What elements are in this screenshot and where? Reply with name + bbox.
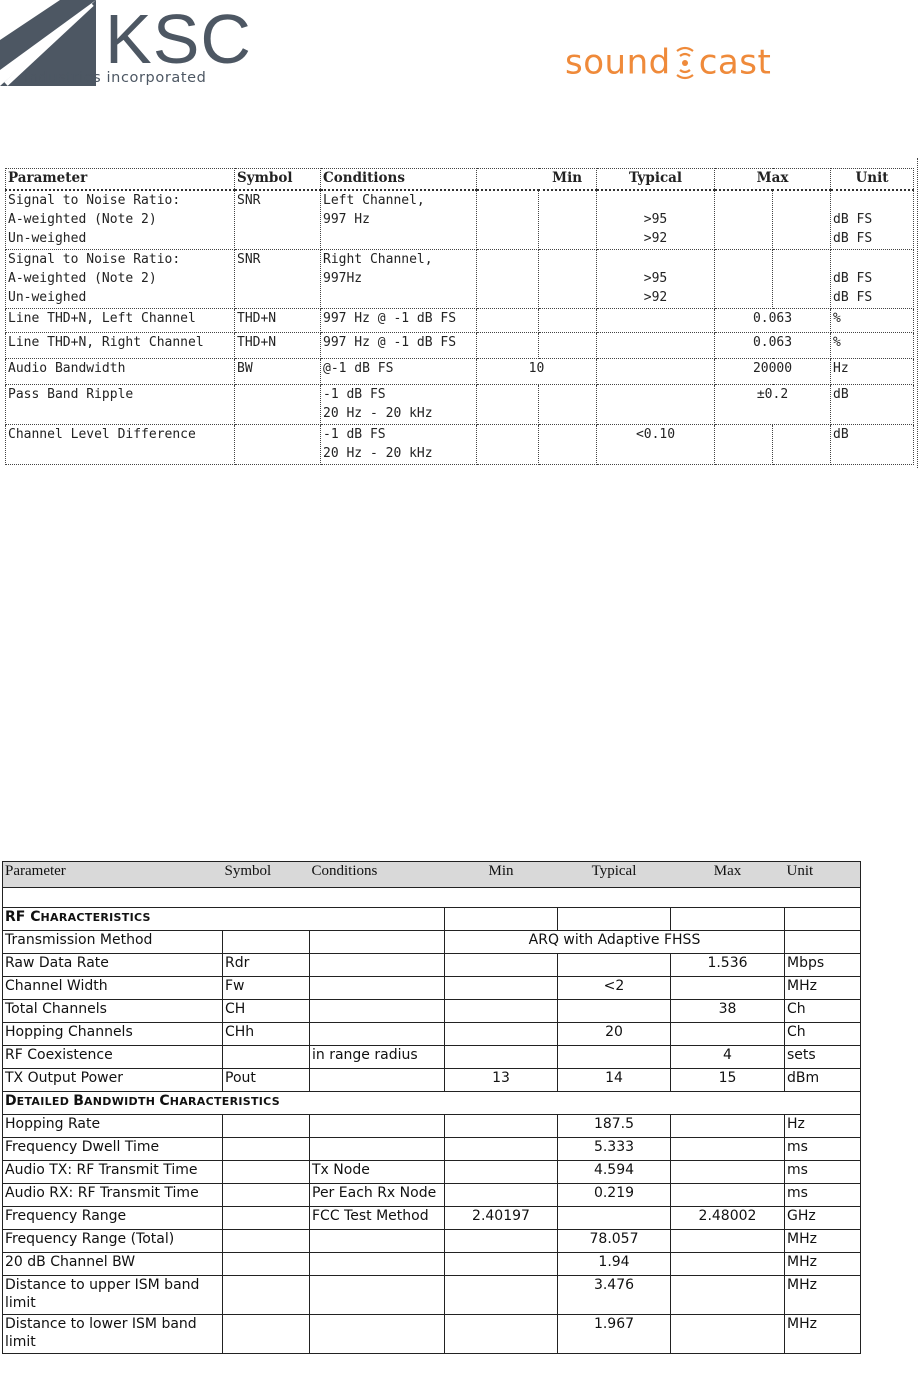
t2-max: [671, 1161, 785, 1184]
table2-header-row: [3, 862, 861, 888]
ksc-logo-subtitle: industries incorporated: [24, 70, 207, 86]
t2-unit: GHz: [785, 1207, 861, 1230]
t1-unit: %: [831, 332, 914, 358]
table-row: [3, 931, 861, 954]
t1-cond: -1 dB FS 20 Hz - 20 kHz: [321, 424, 477, 464]
t2-typ: 1.94: [558, 1253, 671, 1276]
t2-symbol: [223, 1046, 310, 1069]
t1-empty: [539, 249, 597, 308]
t2-symbol: CHh: [223, 1023, 310, 1046]
t2-max: [671, 1138, 785, 1161]
table-row: [3, 1184, 861, 1207]
t2-param: Total Channels: [3, 1000, 223, 1023]
t1-empty: [715, 190, 773, 249]
wireless-signal-icon: [672, 45, 698, 81]
t2-header-max: Max: [671, 862, 785, 888]
t2-unit: [785, 931, 861, 954]
t2-param: Hopping Channels: [3, 1023, 223, 1046]
t1-max: 0.063: [715, 308, 831, 332]
t1-empty: [539, 308, 597, 332]
t2-max: 15: [671, 1069, 785, 1092]
t2-typ: 14: [558, 1069, 671, 1092]
t2-max: [671, 1023, 785, 1046]
soundcast-logo: [565, 44, 865, 84]
t1-empty: [539, 190, 597, 249]
t2-unit: ms: [785, 1161, 861, 1184]
t1-empty: [715, 424, 773, 464]
t2-min: [445, 1000, 558, 1023]
table-row: [3, 1161, 861, 1184]
t2-param: Distance to lower ISM band limit: [3, 1315, 223, 1354]
t2-param: Channel Width: [3, 977, 223, 1000]
t2-typ: 78.057: [558, 1230, 671, 1253]
t2-max: [671, 1276, 785, 1315]
t2-header-unit: Unit: [785, 862, 861, 888]
t2-typ: 5.333: [558, 1138, 671, 1161]
table-row: [3, 1138, 861, 1161]
table-row: [3, 954, 861, 977]
table-row: [3, 1000, 861, 1023]
t2-symbol: [223, 1138, 310, 1161]
t1-max: 0.063: [715, 332, 831, 358]
t2-empty: [558, 908, 671, 931]
t2-min: 2.40197: [445, 1207, 558, 1230]
t1-cond: Left Channel, 997 Hz: [321, 190, 477, 249]
t2-symbol: [223, 1115, 310, 1138]
t1-max: [773, 424, 831, 464]
t1-header-typical: Typical: [597, 169, 715, 191]
t1-typ: >95 >92: [597, 249, 715, 308]
table-row: [3, 1276, 861, 1315]
t1-min: 10: [477, 358, 597, 384]
t1-symbol: [235, 384, 321, 424]
t2-max: 4: [671, 1046, 785, 1069]
t2-symbol: [223, 931, 310, 954]
t2-max: 1.536: [671, 954, 785, 977]
t2-param: RF Coexistence: [3, 1046, 223, 1069]
t1-unit: dB FS dB FS: [831, 249, 914, 308]
t2-spacer: [3, 888, 861, 908]
t2-cond: in range radius: [310, 1046, 445, 1069]
t2-cond: [310, 1115, 445, 1138]
t2-min: [445, 1253, 558, 1276]
table-row: [3, 1253, 861, 1276]
t1-param: Pass Band Ripple: [6, 384, 235, 424]
t2-max: 38: [671, 1000, 785, 1023]
table-row: [6, 358, 914, 384]
t1-min: [477, 384, 539, 424]
t1-symbol: SNR: [235, 249, 321, 308]
t2-symbol: [223, 1184, 310, 1207]
t1-param: Audio Bandwidth: [6, 358, 235, 384]
t1-empty: [539, 332, 597, 358]
t1-max: 20000: [715, 358, 831, 384]
ksc-logo-text: KSC: [105, 0, 252, 78]
table2-spacer-row: [3, 888, 861, 908]
t2-cond: Per Each Rx Node: [310, 1184, 445, 1207]
t2-min: 13: [445, 1069, 558, 1092]
t1-typ: [597, 358, 715, 384]
table-row: [6, 190, 914, 249]
t1-header-unit: Unit: [831, 169, 914, 191]
t1-min: [477, 424, 539, 464]
t2-symbol: [223, 1253, 310, 1276]
t2-symbol: Fw: [223, 977, 310, 1000]
t2-typ: 187.5: [558, 1115, 671, 1138]
t2-cond: [310, 1315, 445, 1354]
t2-param: Audio TX: RF Transmit Time: [3, 1161, 223, 1184]
t2-typ: <2: [558, 977, 671, 1000]
t2-max: 2.48002: [671, 1207, 785, 1230]
t1-param: Signal to Noise Ratio: A-weighted (Note 2) Un-weighed: [6, 249, 235, 308]
t1-typ: [597, 308, 715, 332]
t2-header-parameter: Parameter: [3, 862, 223, 888]
t2-typ: 4.594: [558, 1161, 671, 1184]
ksc-logo: [0, 0, 260, 92]
table-row: [3, 1230, 861, 1253]
t1-param: Signal to Noise Ratio: A-weighted (Note 2) Un-weighed: [6, 190, 235, 249]
t2-typ: 3.476: [558, 1276, 671, 1315]
t1-symbol: BW: [235, 358, 321, 384]
t2-typ: [558, 1000, 671, 1023]
t2-param: Raw Data Rate: [3, 954, 223, 977]
table-row: [3, 1069, 861, 1092]
t2-min: [445, 1115, 558, 1138]
t2-unit: Ch: [785, 1023, 861, 1046]
t2-param: Transmission Method: [3, 931, 223, 954]
t1-typ: >95 >92: [597, 190, 715, 249]
audio-spec-table: [5, 168, 914, 465]
t2-cond: Tx Node: [310, 1161, 445, 1184]
t2-param: TX Output Power: [3, 1069, 223, 1092]
t2-max: [671, 977, 785, 1000]
t2-min: [445, 977, 558, 1000]
table-row: [3, 1046, 861, 1069]
t1-empty: [539, 424, 597, 464]
t2-symbol: [223, 1161, 310, 1184]
t2-unit: Mbps: [785, 954, 861, 977]
t1-min: [477, 190, 539, 249]
t2-unit: MHz: [785, 1276, 861, 1315]
t2-header-conditions: Conditions: [310, 862, 445, 888]
t2-typ: [558, 1046, 671, 1069]
t2-max: [671, 1315, 785, 1354]
t2-typ: [558, 1207, 671, 1230]
t2-cond: [310, 1276, 445, 1315]
t2-cond: [310, 1069, 445, 1092]
t2-header-typical: Typical: [558, 862, 671, 888]
t2-param: Audio RX: RF Transmit Time: [3, 1184, 223, 1207]
t2-max: [671, 1230, 785, 1253]
t1-empty: [715, 249, 773, 308]
table-row: [3, 1023, 861, 1046]
t1-header-symbol: Symbol: [235, 169, 321, 191]
t2-symbol: [223, 1276, 310, 1315]
t2-param: Distance to upper ISM band limit: [3, 1276, 223, 1315]
t2-typ: [558, 954, 671, 977]
t1-symbol: SNR: [235, 190, 321, 249]
t1-cond: Right Channel, 997Hz: [321, 249, 477, 308]
t1-cond: 997 Hz @ -1 dB FS: [321, 332, 477, 358]
table-row: [3, 977, 861, 1000]
t1-header-min: Min: [477, 169, 597, 191]
table1-header-row: [6, 169, 914, 191]
t2-empty: [445, 908, 558, 931]
t1-max: [773, 190, 831, 249]
t2-unit: MHz: [785, 1253, 861, 1276]
t1-min: [477, 308, 539, 332]
t1-unit: %: [831, 308, 914, 332]
t1-header-conditions: Conditions: [321, 169, 477, 191]
table-row: [3, 1115, 861, 1138]
t2-cond: [310, 1253, 445, 1276]
table-row: [6, 424, 914, 464]
t1-symbol: [235, 424, 321, 464]
t1-typ: <0.10: [597, 424, 715, 464]
t2-cond: [310, 931, 445, 954]
t2-min: [445, 1315, 558, 1354]
t1-header-max: Max: [715, 169, 831, 191]
soundcast-logo-right: cast: [698, 42, 772, 83]
table-row: [6, 384, 914, 424]
t2-symbol: [223, 1315, 310, 1354]
t1-cond: -1 dB FS 20 Hz - 20 kHz: [321, 384, 477, 424]
t1-unit: dB FS dB FS: [831, 190, 914, 249]
t1-typ: [597, 332, 715, 358]
t2-cond: [310, 1000, 445, 1023]
t1-symbol: THD+N: [235, 308, 321, 332]
t1-cond: 997 Hz @ -1 dB FS: [321, 308, 477, 332]
t1-typ: [597, 384, 715, 424]
rf-spec-table: [2, 861, 861, 1354]
t2-header-min: Min: [445, 862, 558, 888]
t2-param: Frequency Range: [3, 1207, 223, 1230]
t1-empty: [539, 384, 597, 424]
t2-cond: [310, 977, 445, 1000]
t2-min: [445, 1184, 558, 1207]
t2-typ: 0.219: [558, 1184, 671, 1207]
t2-empty: [671, 908, 785, 931]
t1-min: [477, 249, 539, 308]
t2-max: [671, 1115, 785, 1138]
t1-unit: Hz: [831, 358, 914, 384]
t2-symbol: Pout: [223, 1069, 310, 1092]
t2-min: [445, 1230, 558, 1253]
t2-min: [445, 1138, 558, 1161]
t2-min: [445, 1276, 558, 1315]
t2-param: Hopping Rate: [3, 1115, 223, 1138]
t2-typ: 20: [558, 1023, 671, 1046]
section-title-rf: [3, 908, 861, 931]
table1-right-border: [917, 158, 918, 468]
section-title: RF CHARACTERISTICS: [3, 908, 445, 931]
t2-max: [671, 1253, 785, 1276]
t2-unit: MHz: [785, 1315, 861, 1354]
t2-min: [445, 954, 558, 977]
t2-unit: ms: [785, 1138, 861, 1161]
t2-header-symbol: Symbol: [223, 862, 310, 888]
t2-cond: [310, 1138, 445, 1161]
table-row: [3, 1207, 861, 1230]
t2-unit: Hz: [785, 1115, 861, 1138]
table-row: [6, 332, 914, 358]
soundcast-logo-left: sound: [565, 42, 671, 83]
t1-header-parameter: Parameter: [6, 169, 235, 191]
t2-symbol: Rdr: [223, 954, 310, 977]
t2-max: [671, 1184, 785, 1207]
t1-max: ±0.2: [715, 384, 831, 424]
t2-cond: [310, 954, 445, 977]
t2-unit: MHz: [785, 977, 861, 1000]
t1-symbol: THD+N: [235, 332, 321, 358]
t2-param: 20 dB Channel BW: [3, 1253, 223, 1276]
t2-unit: MHz: [785, 1230, 861, 1253]
t2-typ: 1.967: [558, 1315, 671, 1354]
t1-max: [773, 249, 831, 308]
t2-empty: [785, 908, 861, 931]
t2-unit: sets: [785, 1046, 861, 1069]
table-row: [6, 308, 914, 332]
t2-cond: FCC Test Method: [310, 1207, 445, 1230]
t1-cond: @-1 dB FS: [321, 358, 477, 384]
t2-unit: Ch: [785, 1000, 861, 1023]
section-title: DETAILED BANDWIDTH CHARACTERISTICS: [3, 1092, 861, 1115]
section-title-bandwidth: [3, 1092, 861, 1115]
t2-min: [445, 1046, 558, 1069]
t2-min: [445, 1023, 558, 1046]
t1-param: Line THD+N, Right Channel: [6, 332, 235, 358]
t1-param: Channel Level Difference: [6, 424, 235, 464]
t2-min: [445, 1161, 558, 1184]
table-row: [3, 1315, 861, 1354]
t2-span-value: ARQ with Adaptive FHSS: [445, 931, 785, 954]
t2-unit: ms: [785, 1184, 861, 1207]
t1-min: [477, 332, 539, 358]
t2-symbol: [223, 1230, 310, 1253]
t2-symbol: [223, 1207, 310, 1230]
t2-param: Frequency Range (Total): [3, 1230, 223, 1253]
t2-param: Frequency Dwell Time: [3, 1138, 223, 1161]
t2-symbol: CH: [223, 1000, 310, 1023]
t1-unit: dB: [831, 384, 914, 424]
t1-unit: dB: [831, 424, 914, 464]
table-row: [6, 249, 914, 308]
t2-cond: [310, 1230, 445, 1253]
t2-unit: dBm: [785, 1069, 861, 1092]
t1-param: Line THD+N, Left Channel: [6, 308, 235, 332]
t2-cond: [310, 1023, 445, 1046]
